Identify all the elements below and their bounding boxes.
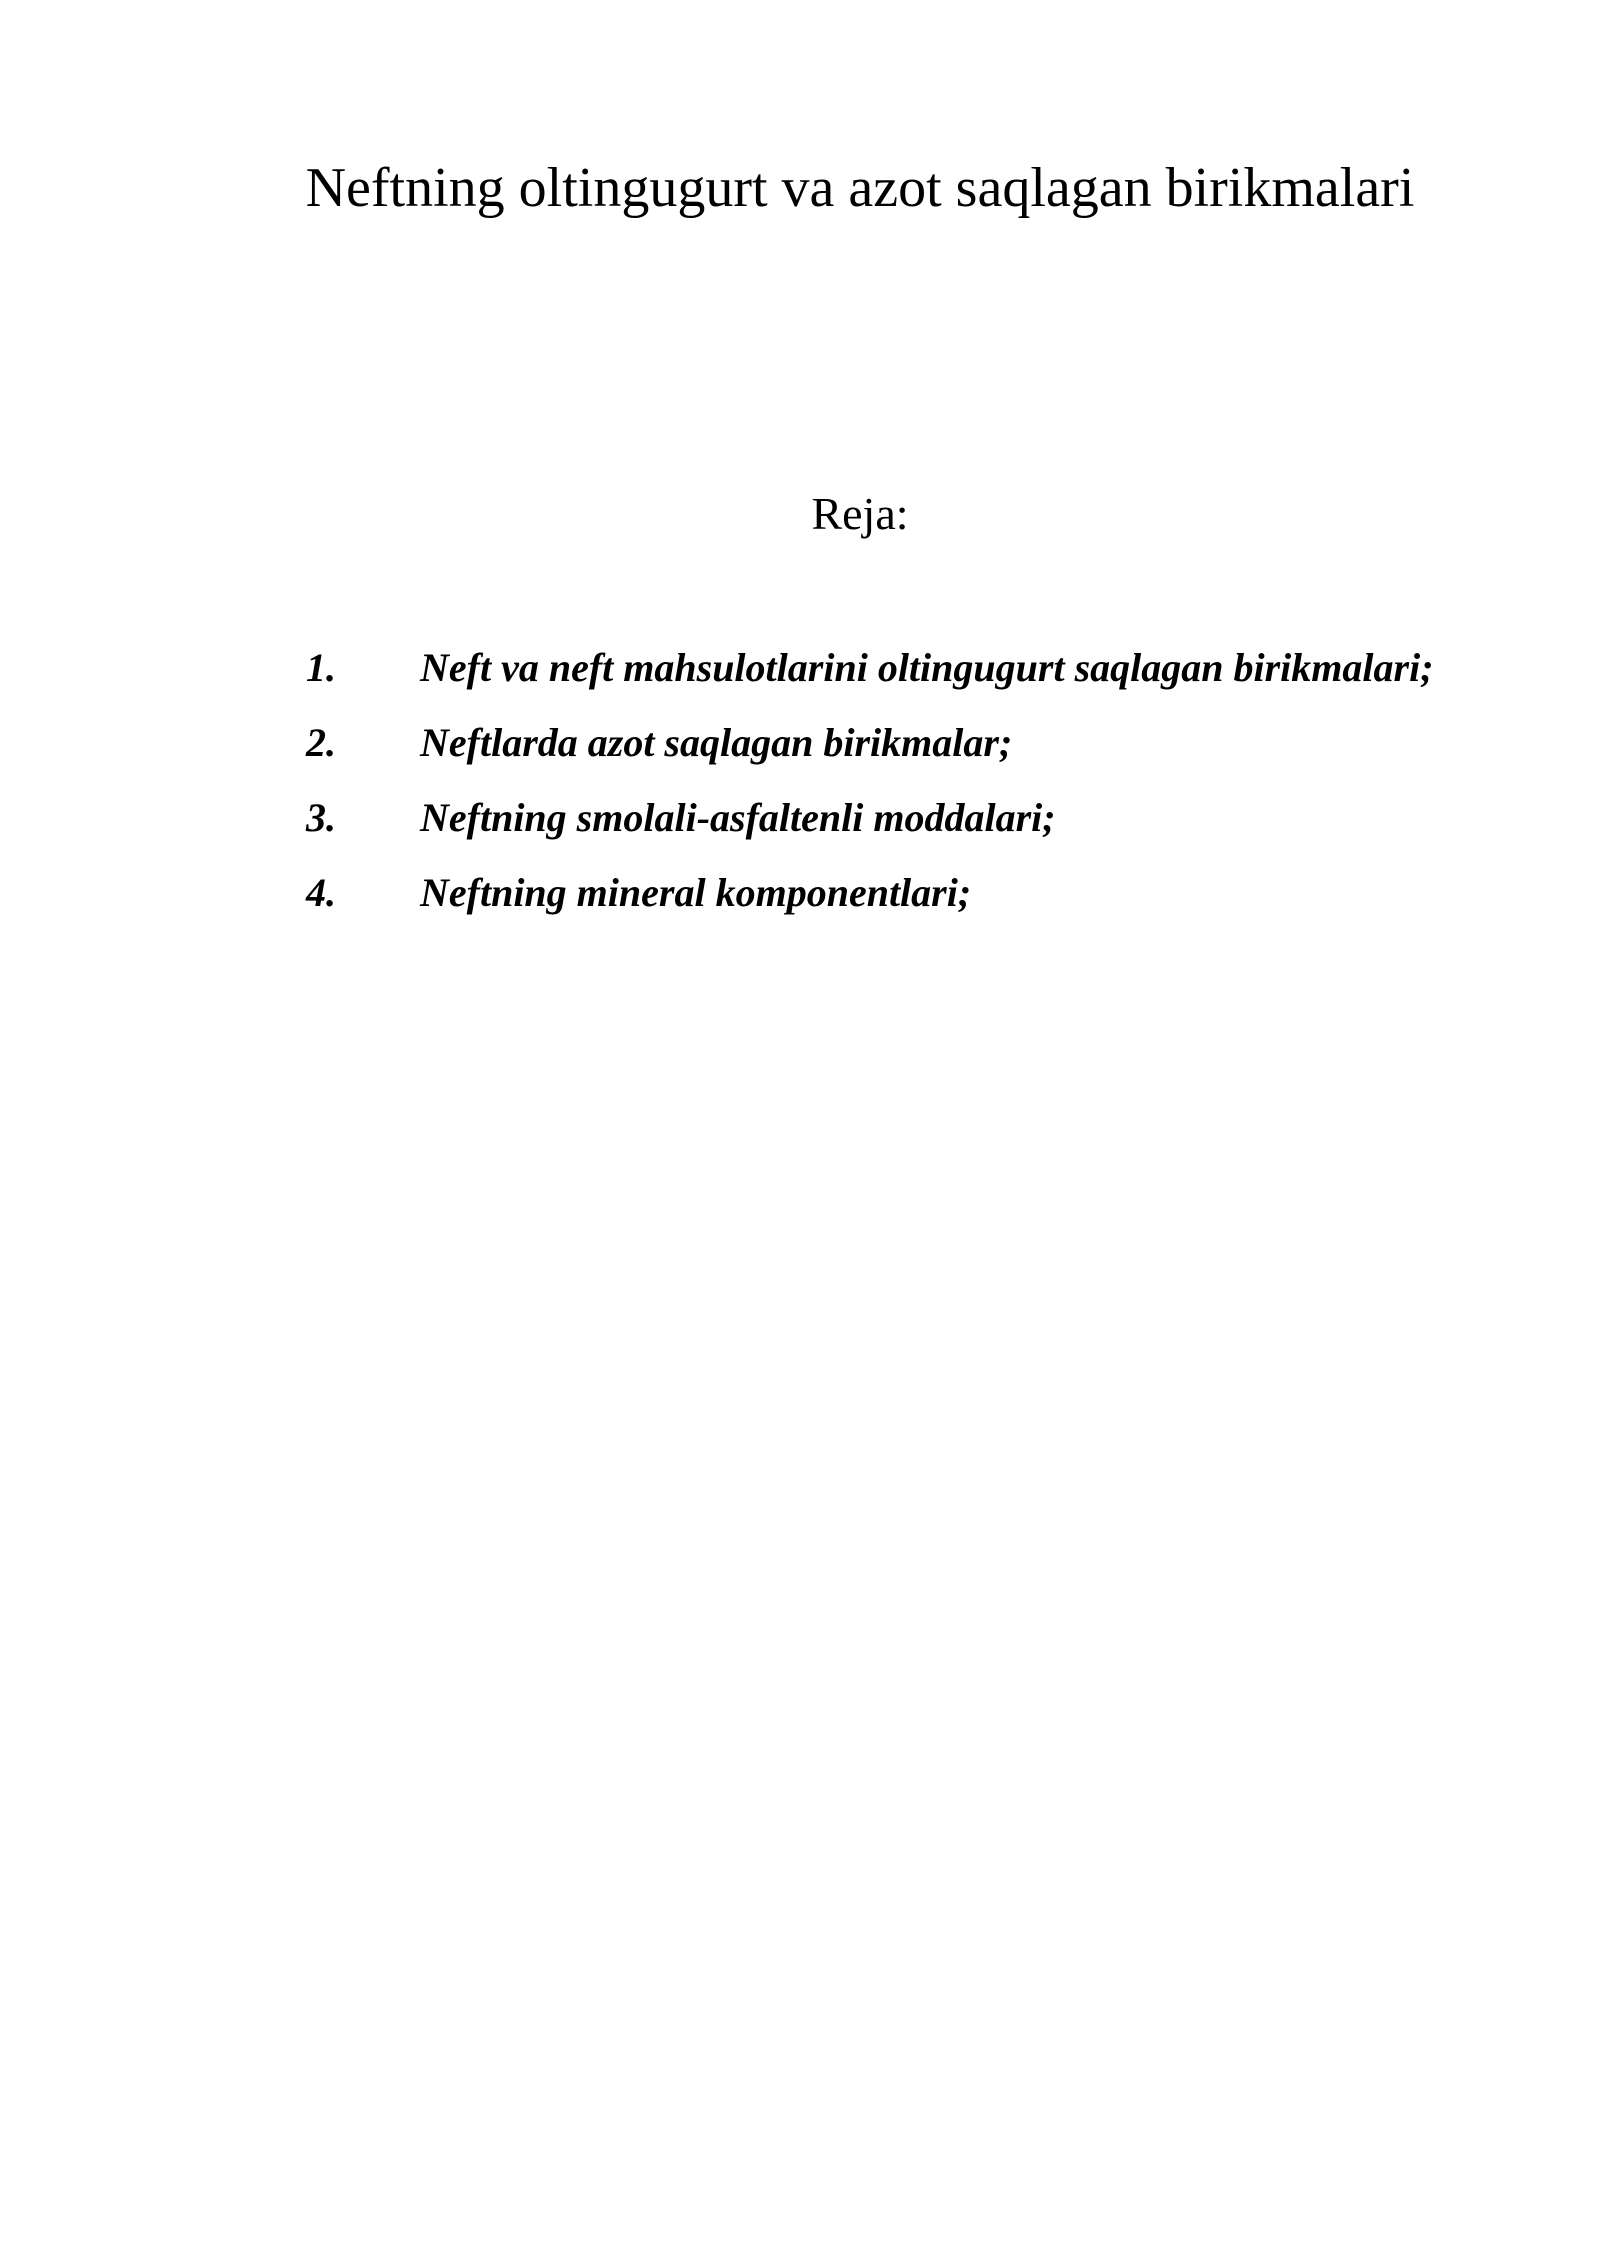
plan-item-number: 1. xyxy=(306,645,336,690)
plan-item-text: Neft va neft mahsulotlarini oltingugurt saqlagan birikmalari; xyxy=(420,645,1434,690)
document-title: Neftning oltingugurt va azot saqlagan birikmalari xyxy=(305,157,1415,219)
plan-item-number: 3. xyxy=(306,795,336,840)
plan-item-text: Neftning smolali-asfaltenli moddalari; xyxy=(420,795,1056,840)
plan-heading: Reja: xyxy=(811,488,909,539)
plan-item-text: Neftlarda azot saqlagan birikmalar; xyxy=(420,720,1013,765)
plan-item-number: 4. xyxy=(306,870,336,915)
plan-list xyxy=(230,630,1494,930)
plan-item-number: 2. xyxy=(306,720,336,765)
plan-item-3 xyxy=(230,780,1494,855)
plan-item-1 xyxy=(230,630,1494,705)
plan-item-4 xyxy=(230,855,1494,930)
plan-item-2 xyxy=(230,705,1494,780)
plan-item-text: Neftning mineral komponentlari; xyxy=(420,870,972,915)
